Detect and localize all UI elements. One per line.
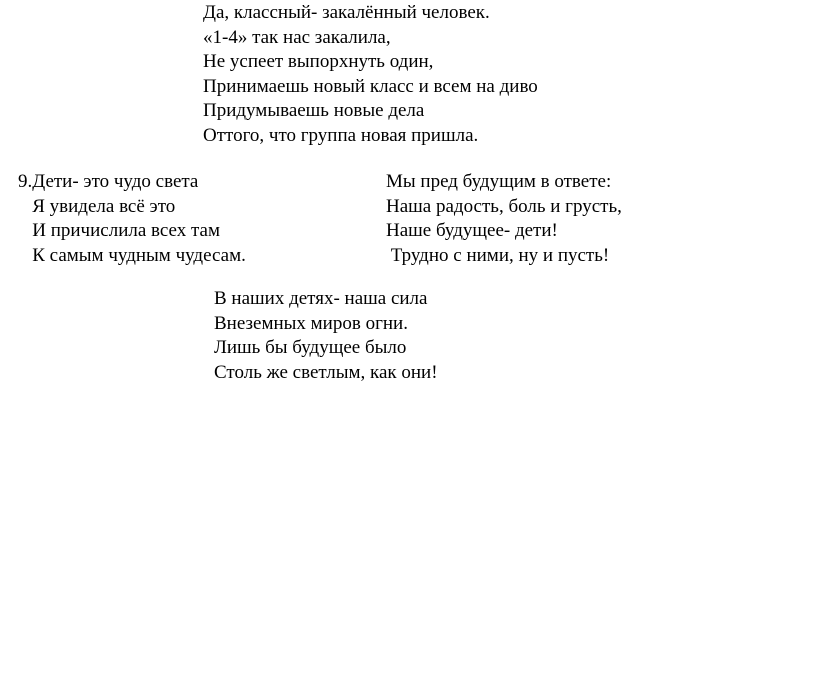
poem-line: Внеземных миров огни. [214, 312, 408, 334]
poem-line: И причислила всех там [18, 220, 220, 242]
poem-line: Мы пред будущим в ответе: [386, 171, 612, 192]
poem-line: Не успеет выпорхнуть один, [203, 51, 434, 73]
poem-line: К самым чудным чудесам. [18, 244, 246, 266]
poem-line: В наших детях- наша сила [214, 288, 428, 309]
poem-line: Оттого, что группа новая пришла. [203, 124, 479, 146]
poem-line: Придумываешь новые дела [203, 100, 425, 122]
poem-stanza-left [18, 170, 246, 268]
poem-line: Я увидела всё это [18, 195, 176, 217]
poem-stanza-bottom [214, 287, 438, 385]
poem-line: Столь же светлым, как они! [214, 361, 438, 383]
poem-line: Принимаешь новый класс и всем на диво [203, 75, 538, 97]
poem-line: Да, классный- закалённый человек. [203, 2, 490, 23]
poem-line: Трудно с ними, ну и пусть! [386, 244, 610, 266]
poem-line: Наше будущее- дети! [386, 220, 558, 242]
poem-line: Лишь бы будущее было [214, 337, 407, 359]
poem-line: Наша радость, боль и грусть, [386, 195, 622, 217]
poem-line: 9.Дети- это чудо света [18, 171, 199, 192]
poem-stanza-right [386, 170, 622, 268]
poem-stanza-top [203, 1, 538, 149]
poem-line: «1-4» так нас закалила, [203, 26, 391, 48]
